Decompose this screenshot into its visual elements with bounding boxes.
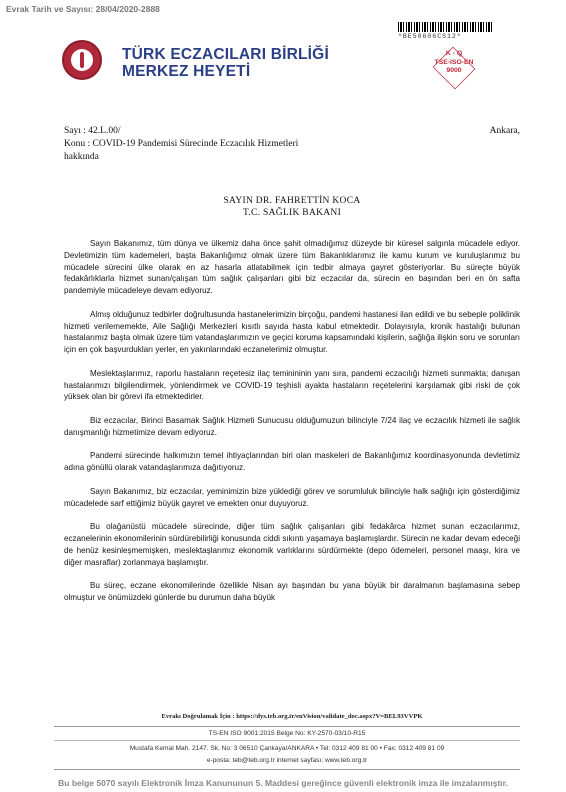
cert-line3: 9000	[446, 67, 462, 74]
cert-line2: TSE-ISO-EN	[434, 58, 474, 66]
teb-logo-icon	[62, 40, 102, 80]
addressee-name: SAYIN DR. FAHRETTİN KOCA	[223, 196, 361, 206]
body-paragraph: Almış olduğunuz tedbirler doğrultusunda hastanelerimizin birçoğu, pandemi hastanesi ilan edildi ve bu sebeple poliklinik hizmeti verilememekte, Aile Sağlığı Merkezleri kısıtlı sayıda hasta kabul etmektedir. Dolayısıyla, kronik hastalığı bulunan hastalarımız başta olmak üzere tüm vatandaşlarımızın ve geçici koruma kapsamındaki kişilerin, sağlığa ilişkin soru ve sorunları için en çok başvurdukları yerler, en yakınlarındaki eczanelerimiz olmuştur.	[64, 309, 520, 355]
footer-iso-line: TS-EN ISO 9001:2015 Belge No: KY-2570-03/10-R15	[208, 730, 366, 737]
addressee	[64, 195, 520, 219]
body-paragraph: Bu süreç, eczane ekonomilerinde özellikle Nisan ayı başından bu yana büyük bir daralmanın başlamasına sebep olmuştur ve önümüzdeki günlerde bu durumun daha büyük	[64, 581, 520, 602]
body-paragraph: Biz eczacılar, Birinci Basamak Sağlık Hizmeti Sunucusu olduğumuzun bilinciyle 7/24 ilaç ve eczacılık hizmeti ile sağlık danışmanlığı hizmetimize devam ediyoruz.	[64, 415, 520, 437]
verification-link[interactable]: Evrakı Doğrulamak İçin : https://dys.teb.org.tr/enVision/validate_doc.aspx?V=BEL93VVPK	[161, 713, 423, 720]
document-number: Sayı : 42.L.00/	[64, 126, 121, 136]
letter-body	[64, 238, 520, 616]
footer	[54, 726, 520, 770]
barcode	[398, 22, 493, 32]
body-paragraph: Bu olağanüstü mücadele sürecinde, diğer tüm sağlık çalışanları gibi fedakârca hizmet sunan eczacılarımız, eczanelerinin ekonomilerinin sürdürebilirliği konusunda ciddi sıkıntı yaşamaya başlamışlardır. Sürecin ne kadar devam edeceği de henüz kesinleşmemişken, meslektaşlarımız ekonomik varlıklarını sürdürmekte (depo ödemeleri, personel maaşı, kira ve diğer masraflar) zorlanmaya başlamıştır.	[64, 522, 520, 567]
subject-continuation: hakkında	[64, 152, 99, 162]
letterhead	[62, 40, 482, 100]
subject-line: Konu : COVID-19 Pandemisi Sürecinde Eczacılık Hizmetleri	[64, 139, 299, 149]
org-name-line2: MERKEZ HEYETİ	[122, 63, 251, 80]
iso-certification-badge	[432, 48, 476, 88]
cert-line1: K - Q	[445, 50, 463, 57]
body-paragraph: Pandemi sürecinde halkımızın temel ihtiyaçlarından biri olan maskeleri de Bakanlığımız koordinasyonunda devletimiz adına gönüllü olarak vatandaşlarımıza dağıtıyoruz.	[64, 451, 520, 473]
document-reference: Evrak Tarih ve Sayısı: 28/04/2020-2888	[6, 4, 160, 14]
footer-divider	[54, 740, 520, 741]
addressee-title: T.C. SAĞLIK BAKANI	[242, 208, 342, 218]
body-paragraph: Sayın Bakanımız, tüm dünya ve ülkemiz daha önce şahit olmadığımız düzeyde bir küresel salgınla mücadele ediyor. Devletimizin tüm kademeleri, başta Bakanlığımız olmak üzere tüm Bakanlıklarımız ile kamu kurum ve kuruluşlarımız bu mücadele sürecini ülke olarak en az hasarla atlatabilmek için tedbir almaya gayret gösteriyorlar. Bu süreçte büyük fedakârlıklarla hizmet sunan/çalışan tüm sağlık çalışanları gibi biz eczacılar da, sürecin en başından beri en ön safta pandemiyle mücadeleye devam ediyoruz.	[64, 239, 520, 296]
footer-contact: e-posta: teb@teb.org.tr internet sayfası: www.teb.org.tr	[206, 757, 368, 764]
body-paragraph: Sayın Bakanımız, biz eczacılar, yeminimizin bize yüklediği görev ve sorumluluk bilinciyle halk sağlığı için gösterdiğimiz mücadelede sarf ettiğimiz büyük gayret ve emekten onur duyuyoruz.	[64, 486, 520, 508]
body-paragraph: Meslektaşlarımız, raporlu hastaların reçetesiz ilaç teminininin yanı sıra, pandemi eczacılığı hizmeti sunmakta; danışan hastalarımızı bilgilendirmek, yönlendirmek ve COVID-19 teşhisli ayakta hastaların reçetelerini karşılamak gibi riski de çok yüksek olan bir görevi ifa etmektedirler.	[64, 368, 520, 402]
city-date: Ankara,	[489, 126, 520, 136]
barcode-number: *BE50606CS12*	[398, 33, 462, 40]
footer-address: Mustafa Kemal Mah. 2147. Sk. No: 3 06510 Çankaya/ANKARA • Tel: 0312 409 81 00 • Fax: 0312 409 81 09	[129, 745, 445, 752]
letter-meta	[64, 125, 520, 164]
organization-name	[122, 46, 329, 80]
e-signature-notice: Bu belge 5070 sayılı Elektronik İmza Kanununun 5. Maddesi gereğince güvenli elektronik imza ile imzalanmıştır.	[58, 778, 508, 788]
org-name-line1: TÜRK ECZACILARI BİRLİĞİ	[122, 46, 329, 63]
